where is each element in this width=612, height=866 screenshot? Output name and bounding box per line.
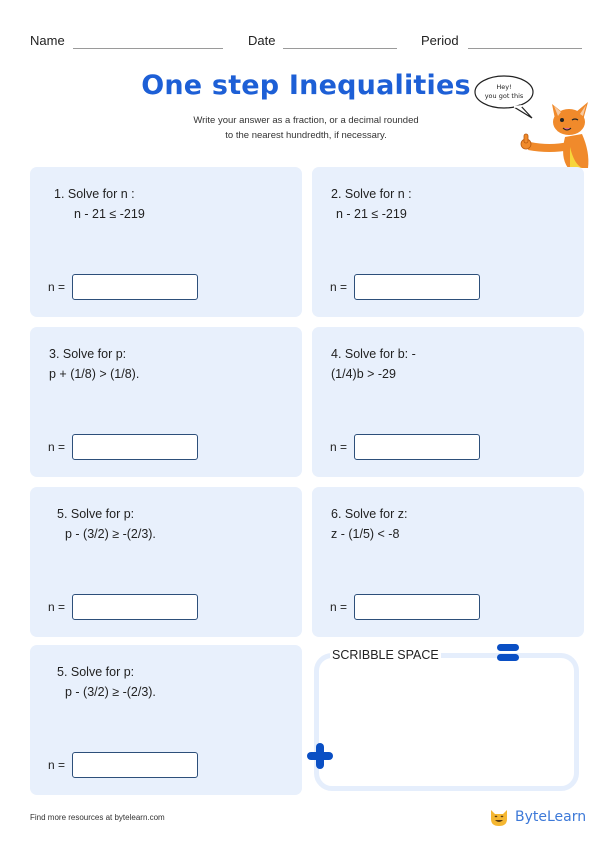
plus-icon [306,742,334,770]
page-title: One step Inequalities [141,70,471,101]
name-field[interactable] [73,48,223,49]
speech-bubble-text: Hey! you got this [484,83,524,100]
instructions-line-1: Write your answer as a fraction, or a decimal rounded [193,115,419,126]
question-card-4 [312,327,584,477]
question-expression: n - 21 ≤ -219 [74,207,145,221]
question-title: 4. Solve for b: - [331,347,416,361]
question-expression: n - 21 ≤ -219 [336,207,407,221]
period-label: Period [421,33,459,48]
answer-label: n = [48,440,66,454]
answer-input[interactable] [354,594,480,620]
answer-label: n = [330,600,348,614]
scribble-area[interactable] [314,653,579,791]
question-title: 5. Solve for p: [57,665,135,679]
period-field[interactable] [468,48,582,49]
answer-label: n = [48,600,66,614]
cat-face-icon [489,807,509,827]
answer-input[interactable] [72,752,198,778]
answer-label: n = [330,280,348,294]
answer-input[interactable] [72,274,198,300]
bytelearn-logo [489,807,586,827]
question-card-6 [312,487,584,637]
question-card-7 [30,645,302,795]
question-expression: p - (3/2) ≥ -(2/3). [65,685,156,699]
question-expression: z - (1/5) < -8 [331,527,400,541]
scribble-label: SCRIBBLE SPACE [332,648,439,662]
answer-input[interactable] [354,434,480,460]
date-field[interactable] [283,48,397,49]
question-expression: (1/4)b > -29 [331,367,396,381]
answer-input[interactable] [72,594,198,620]
question-title: 3. Solve for p: [49,347,127,361]
question-card-1 [30,167,302,317]
question-expression: p + (1/8) > (1/8). [49,367,140,381]
answer-input[interactable] [72,434,198,460]
date-label: Date [248,33,276,48]
question-title: 6. Solve for z: [331,507,408,521]
question-card-3 [30,327,302,477]
question-card-2 [312,167,584,317]
equals-icon [496,643,520,663]
instructions [156,113,456,143]
question-title: 2. Solve for n : [331,187,412,201]
answer-input[interactable] [354,274,480,300]
footer-resources-link[interactable]: Find more resources at bytelearn.com [30,813,165,822]
question-title: 1. Solve for n : [54,187,135,201]
answer-label: n = [48,758,66,772]
question-card-5 [30,487,302,637]
question-expression: p - (3/2) ≥ -(2/3). [65,527,156,541]
answer-label: n = [48,280,66,294]
instructions-line-2: to the nearest hundredth, if necessary. [225,130,387,141]
question-title: 5. Solve for p: [57,507,135,521]
brand-name: ByteLearn [515,809,587,825]
answer-label: n = [330,440,348,454]
name-label: Name [30,33,65,48]
mascot [470,72,605,172]
